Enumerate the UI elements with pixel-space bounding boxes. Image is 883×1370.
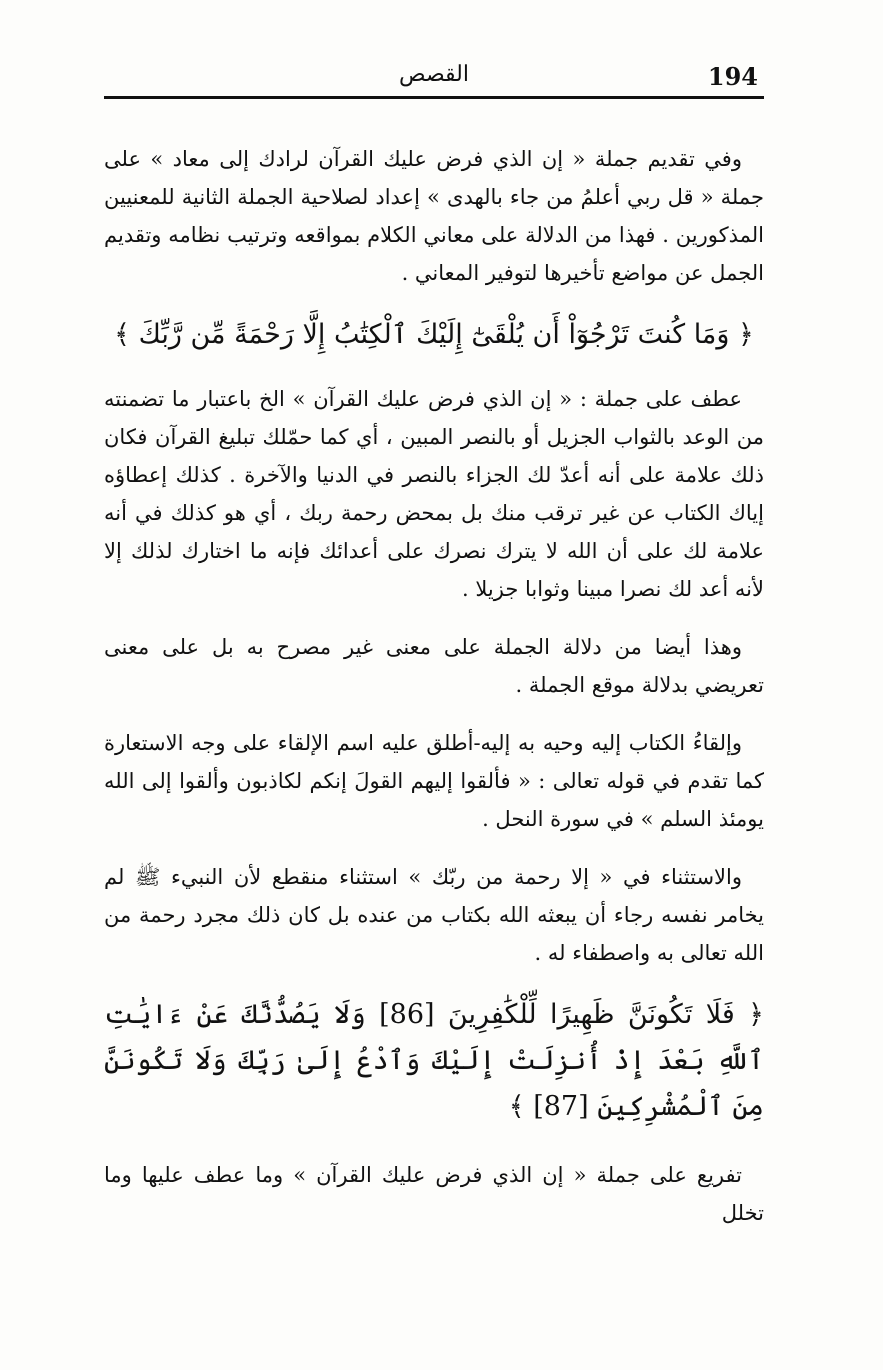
body-text [104, 140, 764, 1252]
paragraph: وهذا أيضا من دلالة الجملة على معنى غير مصرح به بل على معنى تعريضي بدلالة موقع الجملة . [104, 635, 764, 697]
paragraph: والاستثناء في « إلا رحمة من ربّك » استثناء منقطع لأن النبيء ﷺ لم يخامر نفسه رجاء أن يبعثه الله بكتاب من عنده بل كان ذلك مجرد رحمة من الله تعالى به واصطفاء له . [104, 865, 764, 965]
page-header [104, 58, 764, 99]
paragraph: عطف على جملة : « إن الذي فرض عليك القرآن » الخ باعتبار ما تضمنته من الوعد بالثواب الجزيل أو بالنصر المبين ، أي كما حمّلك تبليغ القرآن فكان ذلك علامة على أنه أعدّ لك الجزاء بالنصر في الدنيا والآخرة . كذلك إعطاؤه إياك الكتاب عن غير ترقب منك بل بمحض رحمة ربك ، أي هو كذلك في أنه علامة لك على أن الله لا يترك نصرك على أعدائك فإنه ما اختارك لذلك إلا لأنه أعد لك نصرا مبينا وثوابا جزيلا . [104, 387, 765, 601]
page-number: 194 [707, 62, 758, 91]
quran-verse: ﴿ فَلَا تَكُونَنَّ ظَهِيرًا لِّلْكَٰفِرِينَ [86] وَلَا يَصُدُّنَّكَ عَنْ ءَايَٰتِ ٱللَّهِ بَعْدَ إِذْ أُنزِلَتْ إِلَيْكَ وَٱدْعُ إِلَىٰ رَبِّكَ وَلَا تَكُونَنَّ مِنَ ٱلْمُشْرِكِينَ [87] ﴾ [104, 999, 765, 1122]
paragraph: وإلقاءُ الكتاب إليه وحيه به إليه-أطلق عليه اسم الإلقاء على وجه الاستعارة كما تقدم في قوله تعالى : « فألقوا إليهم القولَ إنكم لكاذبون وألقوا إلى الله يومئذ السلم » في سورة النحل . [104, 731, 764, 831]
paragraph: تفريع على جملة « إن الذي فرض عليك القرآن » وما عطف عليها وما تخلل [104, 1163, 764, 1225]
running-title: القصص [399, 62, 469, 87]
quran-verse: ﴿ وَمَا كُنتَ تَرْجُوٓاْ أَن يُلْقَىٰٓ إِلَيْكَ ٱلْكِتَٰبُ إِلَّا رَحْمَةً مِّن رَّبِّكَ ﴾ [114, 319, 754, 350]
paragraph: وفي تقديم جملة « إن الذي فرض عليك القرآن لرادك إلى معاد » على جملة « قل ربي أعلمُ من جاء بالهدى » إعداد لصلاحية الجملة الثانية للمعنيين المذكورين . فهذا من الدلالة على معاني الكلام بمواقعه وترتيب نظامه وتقديم الجمل عن مواضع تأخيرها لتوفير المعاني . [104, 147, 764, 285]
